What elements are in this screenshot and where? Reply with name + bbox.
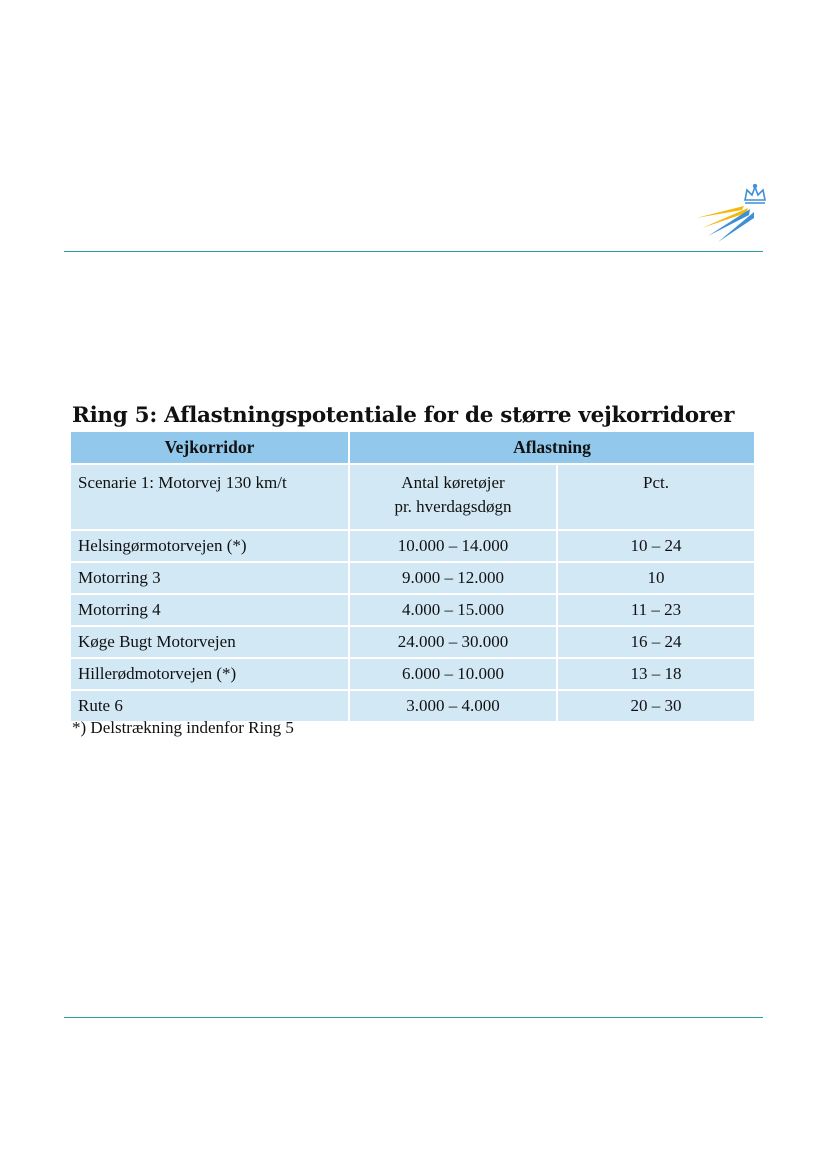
percent-cell: 10 [557, 562, 754, 594]
bottom-divider [64, 1017, 763, 1018]
table-row [71, 594, 754, 626]
percent-label: Pct. [557, 464, 754, 530]
percent-cell: 10 – 24 [557, 530, 754, 562]
header-relief: Aflastning [349, 432, 754, 464]
vehicles-label [349, 464, 557, 530]
scenario-label: Scenarie 1: Motorvej 130 km/t [71, 464, 349, 530]
percent-cell: 20 – 30 [557, 690, 754, 722]
corridor-cell: Motorring 3 [71, 562, 349, 594]
corridor-cell: Hillerødmotorvejen (*) [71, 658, 349, 690]
vehicles-cell: 9.000 – 12.000 [349, 562, 557, 594]
vehicles-cell: 24.000 – 30.000 [349, 626, 557, 658]
subheader-row [71, 464, 754, 530]
footnote: *) Delstrækning indenfor Ring 5 [72, 718, 294, 737]
table-title: Ring 5: Aflastningspotentiale for de større vejkorridorer [72, 403, 735, 428]
percent-cell: 13 – 18 [557, 658, 754, 690]
vehicles-label-line2: pr. hverdagsdøgn [394, 497, 512, 516]
table-row [71, 626, 754, 658]
table-row [71, 530, 754, 562]
corridor-cell: Rute 6 [71, 690, 349, 722]
table-header-row [71, 432, 754, 464]
vehicles-cell: 6.000 – 10.000 [349, 658, 557, 690]
percent-cell: 16 – 24 [557, 626, 754, 658]
vehicles-cell: 4.000 – 15.000 [349, 594, 557, 626]
corridor-cell: Køge Bugt Motorvejen [71, 626, 349, 658]
table-row [71, 658, 754, 690]
vehicles-cell: 3.000 – 4.000 [349, 690, 557, 722]
crown-road-logo-icon [692, 184, 770, 244]
vehicles-label-line1: Antal køretøjer [401, 473, 505, 492]
top-divider [64, 251, 763, 252]
relief-table [71, 432, 754, 723]
header-corridor: Vejkorridor [71, 432, 349, 464]
vehicles-cell: 10.000 – 14.000 [349, 530, 557, 562]
corridor-cell: Helsingørmotorvejen (*) [71, 530, 349, 562]
table-row [71, 562, 754, 594]
percent-cell: 11 – 23 [557, 594, 754, 626]
corridor-cell: Motorring 4 [71, 594, 349, 626]
